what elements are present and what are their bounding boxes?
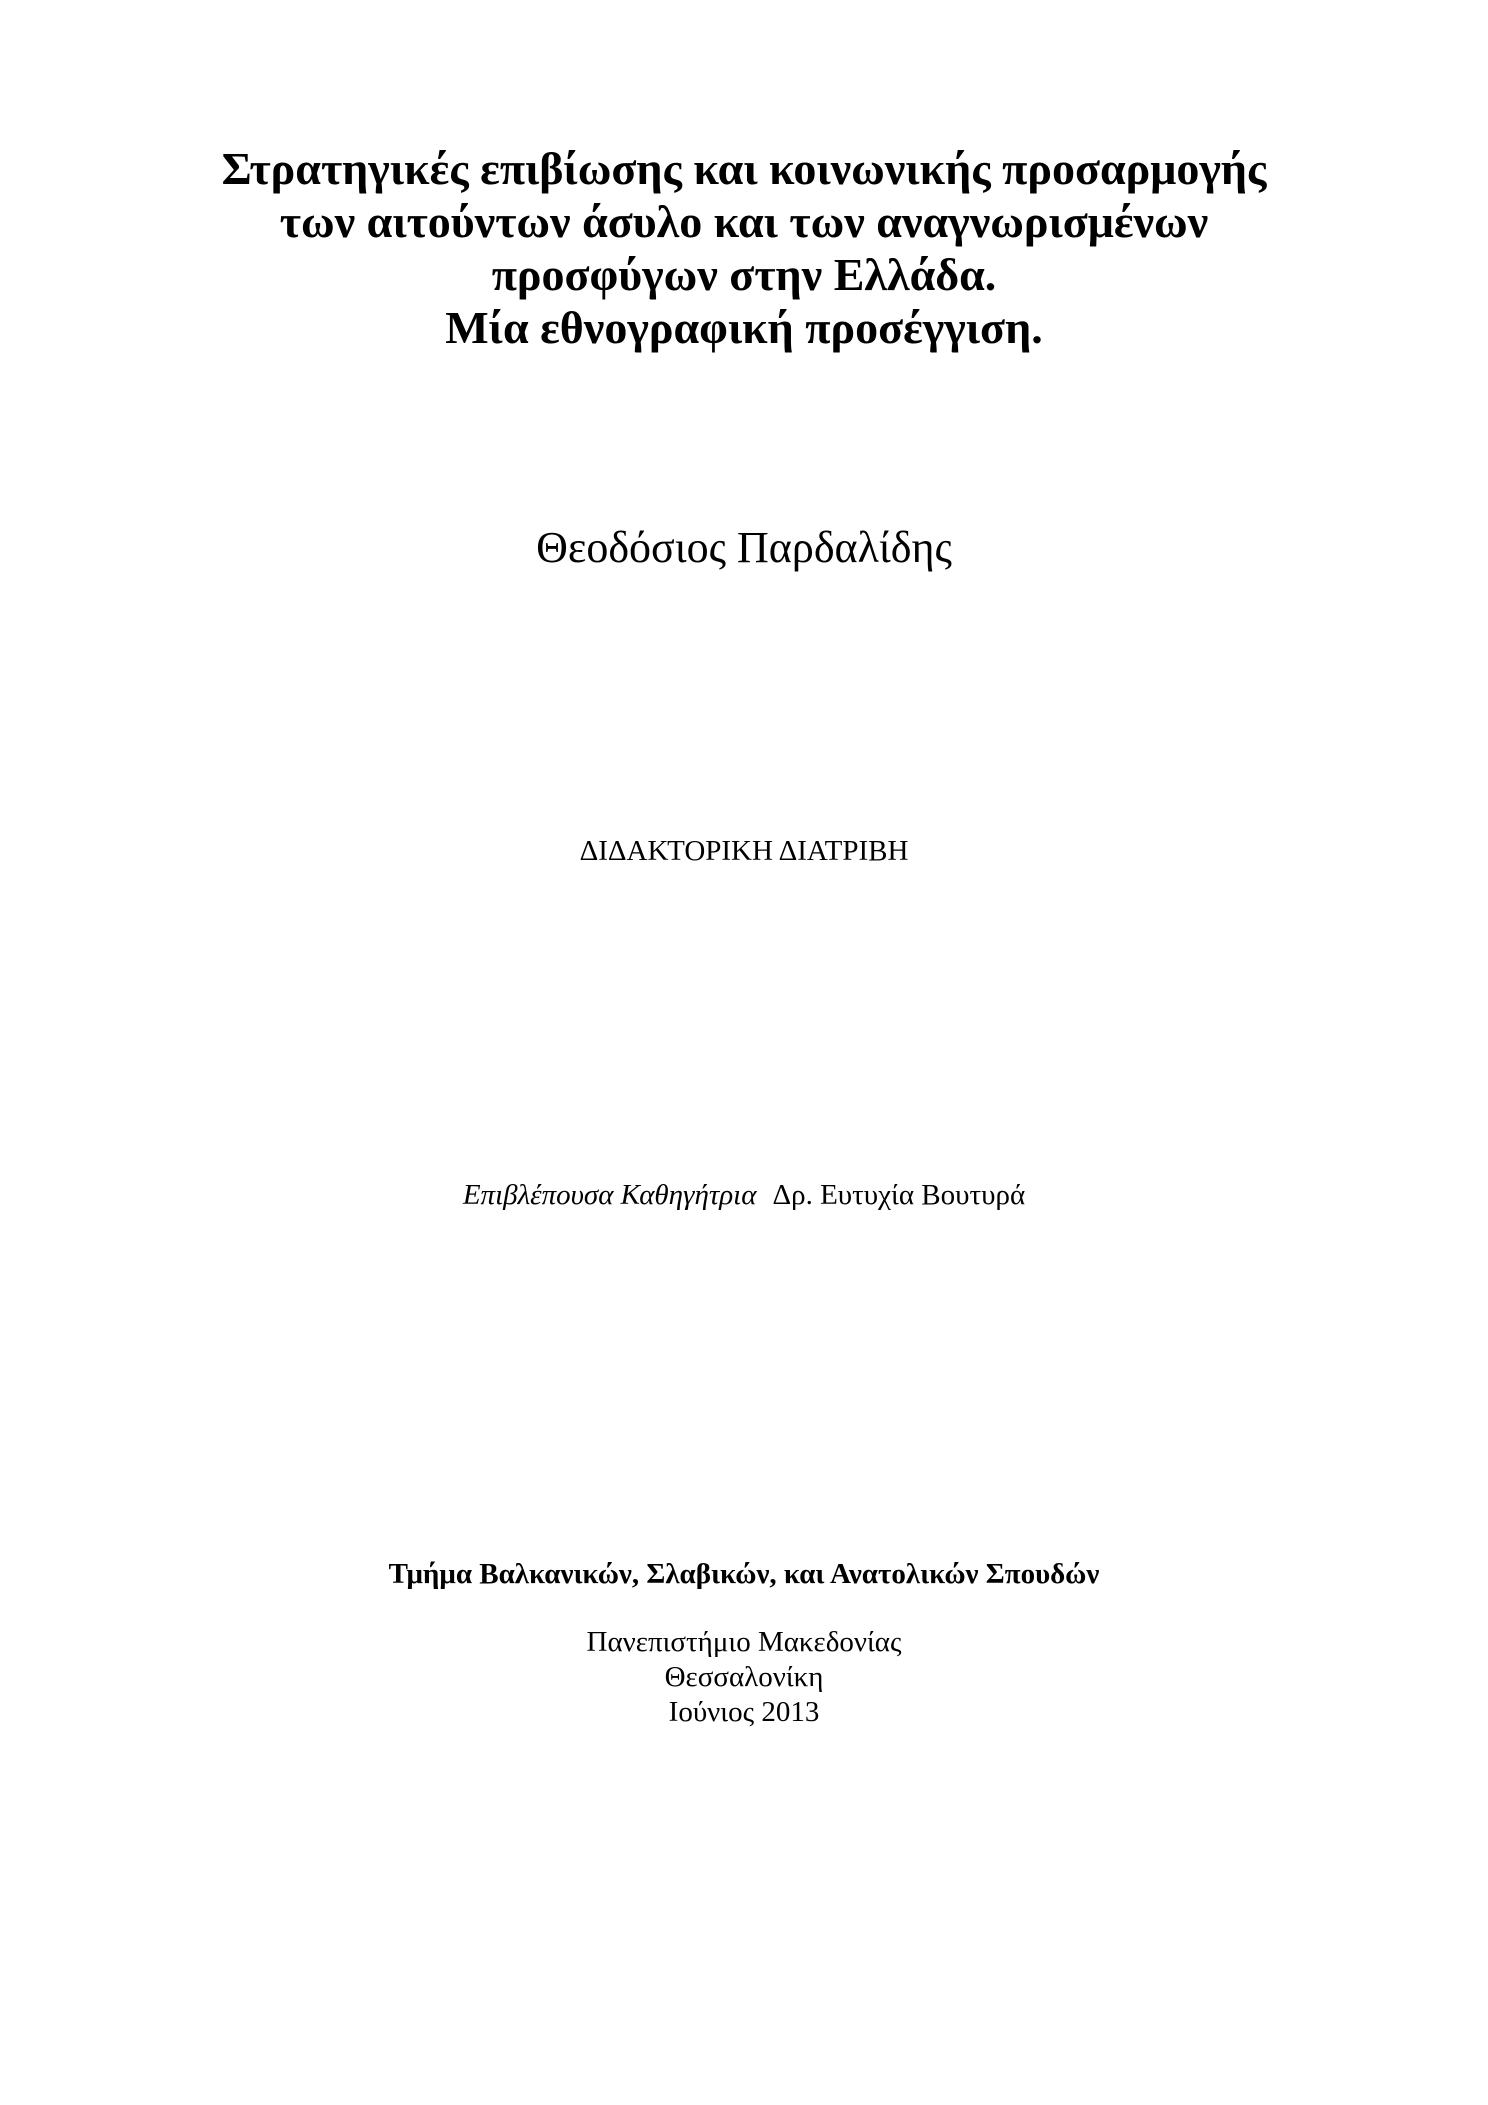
thesis-title-line-3: προσφύγων στην Ελλάδα. — [491, 249, 997, 300]
supervisor-role: Επιβλέπουσα Καθηγήτρια — [462, 1179, 757, 1211]
university-name: Πανεπιστήμιο Μακεδονίας — [586, 1626, 902, 1658]
city-name: Θεσσαλονίκη — [664, 1661, 824, 1693]
thesis-title — [0, 142, 1488, 354]
thesis-title-line-2: των αιτούντων άσυλο και των αναγνωρισμένων — [279, 196, 1209, 247]
submission-date: Ιούνιος 2013 — [668, 1696, 820, 1728]
thesis-title-line-4: Μία εθνογραφική προσέγγιση. — [445, 302, 1043, 353]
department-name: Τμήμα Βαλκανικών, Σλαβικών, και Ανατολικών Σπουδών — [388, 1558, 1100, 1590]
institution-block — [0, 1625, 1488, 1730]
supervisor-line — [0, 1177, 1488, 1213]
author-name: Θεοδόσιος Παρδαλίδης — [536, 523, 952, 572]
document-type: ΔΙΔΑΚΤΟΡΙΚΗ ΔΙΑΤΡΙΒΗ — [579, 835, 909, 867]
thesis-title-line-1: Στρατηγικές επιβίωσης και κοινωνικής προσαρμογής — [221, 143, 1267, 194]
supervisor-name: Δρ. Ευτυχία Βουτυρά — [772, 1179, 1026, 1211]
